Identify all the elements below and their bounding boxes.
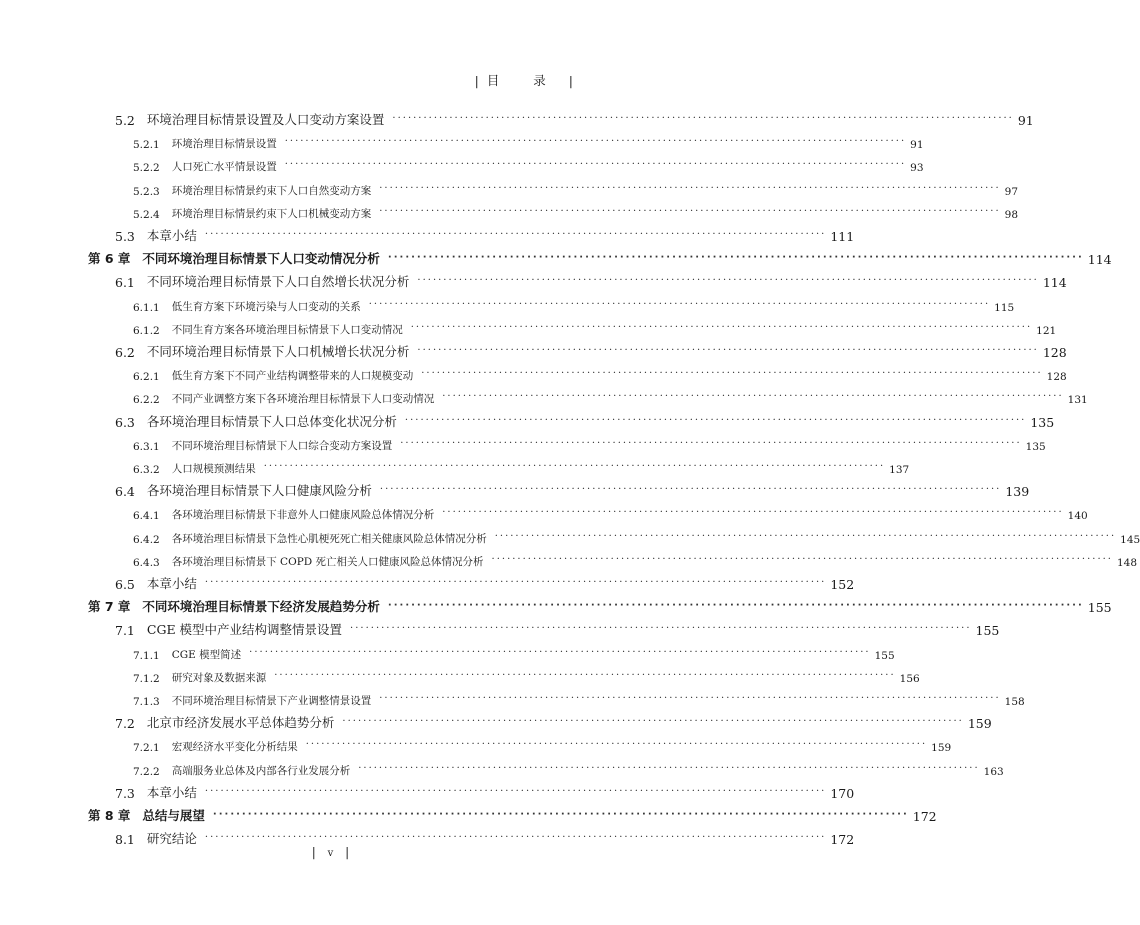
toc-entry-page: 135 [1030, 414, 1055, 430]
toc-entry-number: 6.4.2 [133, 533, 160, 546]
toc-entry-page: 128 [1042, 345, 1067, 360]
toc-entry[interactable] [115, 779, 855, 801]
toc-entry-title: 人口死亡水平情景设置 [171, 161, 277, 174]
toc-entry-number: 6.1.1 [133, 301, 160, 314]
toc-entry-number: 6.4 [115, 484, 135, 500]
toc-entry-page: 115 [994, 301, 1015, 314]
dot-leader: ························································································································ [491, 553, 1113, 565]
toc-entry-page: 135 [1025, 440, 1046, 453]
toc-entry-page: 145 [1120, 533, 1140, 546]
toc-entry-number: 6.2 [115, 345, 135, 360]
page-footer [0, 845, 661, 859]
toc-entry[interactable] [133, 176, 1019, 198]
toc-entry-title: 不同环境治理目标情景下人口自然增长状况分析 [146, 274, 410, 290]
toc-entry-page: 148 [1116, 556, 1138, 569]
toc-entry[interactable] [133, 152, 924, 175]
toc-entry[interactable] [88, 593, 1112, 616]
toc-entry-page: 156 [899, 672, 920, 685]
toc-entry-page: 155 [1087, 600, 1112, 616]
toc-entry[interactable] [115, 616, 1000, 639]
toc-entry-title: 不同生育方案各环境治理目标情景下人口变动情况 [171, 323, 403, 336]
toc-entry-title: 不同环境治理目标情景下产业调整情景设置 [171, 695, 372, 707]
toc-entry-number: 第 6 章 [88, 251, 131, 267]
dot-leader: ························································································································ [404, 414, 1027, 426]
toc-entry[interactable] [133, 454, 910, 476]
toc-entry-number: 6.1 [115, 275, 135, 291]
header-left-bar: | [474, 73, 479, 88]
toc-entry-number: 6.3.1 [133, 440, 160, 453]
toc-entry-title: 环境治理目标情景设置 [171, 138, 277, 151]
dot-leader: ························································································································ [379, 205, 1001, 217]
header-title: 目 录 [486, 73, 561, 88]
dot-leader: ························································································································ [305, 739, 928, 751]
dot-leader: ························································································································ [204, 832, 827, 844]
dot-leader: ························································································································ [204, 229, 827, 240]
toc-entry-number: 7.2.2 [133, 765, 160, 778]
toc-entry[interactable] [115, 408, 1055, 430]
dot-leader: ························································································································ [387, 600, 1084, 612]
toc-entry[interactable] [133, 547, 1138, 569]
dot-leader: ························································································································ [442, 391, 1064, 403]
toc-entry[interactable] [115, 222, 855, 244]
toc-entry-title: 不同环境治理目标情景下人口综合变动方案设置 [171, 439, 393, 452]
toc-entry-number: 7.2.1 [133, 742, 160, 755]
toc-entry[interactable] [133, 686, 1025, 708]
dot-leader: ························································································································ [204, 785, 827, 797]
toc-entry[interactable] [133, 663, 920, 685]
toc-entry-title: 研究对象及数据来源 [171, 671, 267, 684]
toc-entry-number: 6.2.1 [133, 371, 160, 384]
toc-entry-page: 97 [1004, 185, 1019, 198]
toc-entry-number: 5.3 [115, 229, 135, 244]
toc-entry-page: 152 [830, 577, 855, 592]
toc-entry-page: 98 [1004, 208, 1019, 221]
toc-entry-number: 6.1.2 [133, 324, 160, 337]
toc-entry-page: 139 [1005, 484, 1030, 500]
toc-entry-page: 91 [910, 139, 924, 152]
toc-entry-title: 本章小结 [146, 576, 197, 591]
toc-entry-number: 6.3 [115, 414, 135, 430]
toc-entry[interactable] [115, 709, 992, 732]
toc-entry-title: 不同产业调整方案下各环境治理目标情景下人口变动情况 [171, 393, 435, 406]
dot-leader: ························································································································ [342, 716, 964, 728]
dot-leader: ························································································································ [368, 298, 991, 310]
toc-entry-page: 114 [1042, 275, 1067, 291]
toc-entry-page: 170 [830, 785, 855, 801]
dot-leader: ························································································································ [204, 577, 827, 588]
dot-leader: ························································································································ [263, 461, 886, 472]
toc-entry-page: 159 [967, 716, 992, 732]
dot-leader: ························································································································ [350, 623, 972, 635]
toc-entry-number: 7.1.1 [133, 649, 160, 662]
toc-entry-page: 128 [1046, 371, 1067, 384]
toc-entry-title: CGE 模型简述 [171, 648, 242, 661]
toc-entry[interactable] [115, 268, 1067, 291]
toc-entry-number: 6.3.2 [133, 464, 160, 476]
toc-entry-page: 172 [912, 809, 937, 824]
dot-leader: ························································································································ [400, 437, 1022, 449]
toc-entry-title: 总结与展望 [142, 808, 205, 823]
toc-entry-number: 第 7 章 [88, 599, 131, 615]
toc-entry[interactable] [133, 129, 924, 152]
toc-entry[interactable] [115, 106, 1034, 128]
toc-entry-number: 6.5 [115, 577, 135, 592]
toc-entry-title: 低生育方案下环境污染与人口变动的关系 [171, 300, 361, 313]
page-number: v [327, 848, 334, 859]
toc-entry-number: 6.2.2 [133, 394, 160, 407]
toc-entry-number: 5.2.3 [133, 185, 160, 198]
dot-leader: ························································································································ [249, 646, 871, 658]
toc-entry[interactable] [133, 384, 1088, 407]
header-right-bar: | [568, 73, 573, 88]
toc-entry-page: 158 [1004, 696, 1025, 708]
toc-entry[interactable] [133, 315, 1057, 337]
toc-entry-number: 7.1 [115, 623, 135, 639]
toc-entry-title: CGE 模型中产业结构调整情景设置 [146, 622, 343, 638]
toc-entry-page: 137 [889, 464, 910, 476]
dot-leader: ························································································································ [387, 252, 1084, 264]
toc-entry-number: 6.4.1 [133, 510, 160, 523]
toc-entry-title: 宏观经济水平变化分析结果 [171, 741, 298, 754]
dot-leader: ························································································································ [284, 136, 907, 148]
toc-entry-page: 114 [1087, 252, 1112, 268]
toc-entry-number: 8.1 [115, 832, 135, 848]
toc-entry-number: 7.2 [115, 716, 135, 732]
toc-entry-title: 各环境治理目标情景下人口总体变化状况分析 [146, 413, 397, 429]
toc-entry-number: 第 8 章 [88, 808, 131, 823]
toc-entry-title: 不同环境治理目标情景下人口机械增长状况分析 [146, 344, 410, 359]
dot-leader: ························································································································ [212, 809, 909, 820]
toc-entry-title: 高端服务业总体及内部各行业发展分析 [171, 764, 351, 777]
toc-entry-number: 5.2 [115, 113, 135, 128]
toc-entry-title: 低生育方案下不同产业结构调整带来的人口规模变动 [171, 370, 414, 383]
toc-entry[interactable] [133, 732, 952, 755]
toc-entry-title: 研究结论 [146, 831, 197, 847]
dot-leader: ························································································································ [284, 159, 907, 171]
dot-leader: ························································································································ [442, 507, 1064, 519]
toc-entry-number: 7.3 [115, 785, 135, 801]
toc-entry-title: 本章小结 [146, 784, 197, 800]
dot-leader: ························································································································ [379, 693, 1001, 704]
toc-entry[interactable] [115, 338, 1067, 360]
toc-entry-page: 121 [1036, 324, 1057, 337]
toc-entry-title: 各环境治理目标情景下非意外人口健康风险总体情况分析 [171, 509, 435, 522]
dot-leader: ························································································································ [379, 182, 1001, 194]
toc-entry-number: 7.1.2 [133, 672, 160, 685]
toc-entry-title: 各环境治理目标情景下人口健康风险分析 [146, 483, 372, 499]
toc-entry[interactable] [133, 361, 1067, 384]
dot-leader: ························································································································ [410, 321, 1033, 333]
toc-entry-title: 环境治理目标情景设置及人口变动方案设置 [146, 112, 385, 127]
running-header [475, 71, 573, 89]
toc-entry[interactable] [133, 292, 1015, 314]
dot-leader: ························································································································ [358, 762, 980, 774]
footer-right-bar: | [345, 845, 350, 859]
dot-leader: ························································································································ [421, 368, 1043, 380]
footer-left-bar: | [311, 845, 316, 859]
toc-entry-number: 5.2.4 [133, 208, 160, 221]
toc-entry-title: 不同环境治理目标情景下人口变动情况分析 [142, 251, 380, 267]
toc-entry-number: 6.4.3 [133, 556, 160, 569]
toc-entry-page: 111 [830, 229, 855, 244]
toc-entry[interactable] [115, 825, 855, 848]
toc-entry-title: 各环境治理目标情景下急性心肌梗死死亡相关健康风险总体情况分析 [171, 532, 487, 545]
toc-entry-number: 5.2.2 [133, 162, 160, 175]
toc-entry-page: 91 [1017, 113, 1034, 128]
dot-leader: ························································································································ [392, 113, 1014, 124]
toc-entry-title: 环境治理目标情景约束下人口机械变动方案 [171, 207, 372, 220]
toc-entry-page: 163 [983, 765, 1004, 778]
toc-entry[interactable] [133, 640, 895, 662]
toc-entry-title: 各环境治理目标情景下 COPD 死亡相关人口健康风险总体情况分析 [171, 555, 484, 568]
toc-entry-page: 172 [830, 832, 855, 848]
dot-leader: ························································································································ [417, 275, 1039, 287]
toc-entry[interactable] [133, 756, 1004, 778]
toc-entry-page: 155 [975, 623, 1000, 639]
toc-entry-page: 155 [874, 649, 895, 662]
toc-entry-title: 北京市经济发展水平总体趋势分析 [146, 715, 335, 731]
dot-leader: ························································································································ [379, 484, 1002, 496]
toc-entry[interactable] [115, 570, 855, 592]
toc-entry[interactable] [133, 500, 1088, 523]
toc-entry-page: 93 [910, 162, 924, 175]
toc-entry[interactable] [133, 431, 1046, 453]
toc-entry-page: 140 [1067, 510, 1088, 523]
toc-entry[interactable] [115, 477, 1030, 500]
toc-entry[interactable] [133, 199, 1019, 221]
dot-leader: ························································································································ [274, 669, 896, 681]
toc-entry-title: 环境治理目标情景约束下人口自然变动方案 [171, 184, 372, 197]
toc-entry[interactable] [88, 802, 937, 824]
toc-entry-page: 159 [931, 742, 952, 755]
toc-entry[interactable] [88, 245, 1112, 268]
toc-entry-number: 5.2.1 [133, 139, 160, 152]
dot-leader: ························································································································ [494, 530, 1117, 542]
toc-entry-number: 7.1.3 [133, 696, 160, 708]
toc-entry-title: 不同环境治理目标情景下经济发展趋势分析 [142, 599, 380, 615]
toc-entry-title: 本章小结 [146, 228, 197, 243]
dot-leader: ························································································································ [417, 345, 1039, 356]
toc-entry[interactable] [133, 524, 1140, 546]
toc-entry-page: 131 [1067, 394, 1088, 407]
toc-entry-title: 人口规模预测结果 [171, 463, 256, 475]
